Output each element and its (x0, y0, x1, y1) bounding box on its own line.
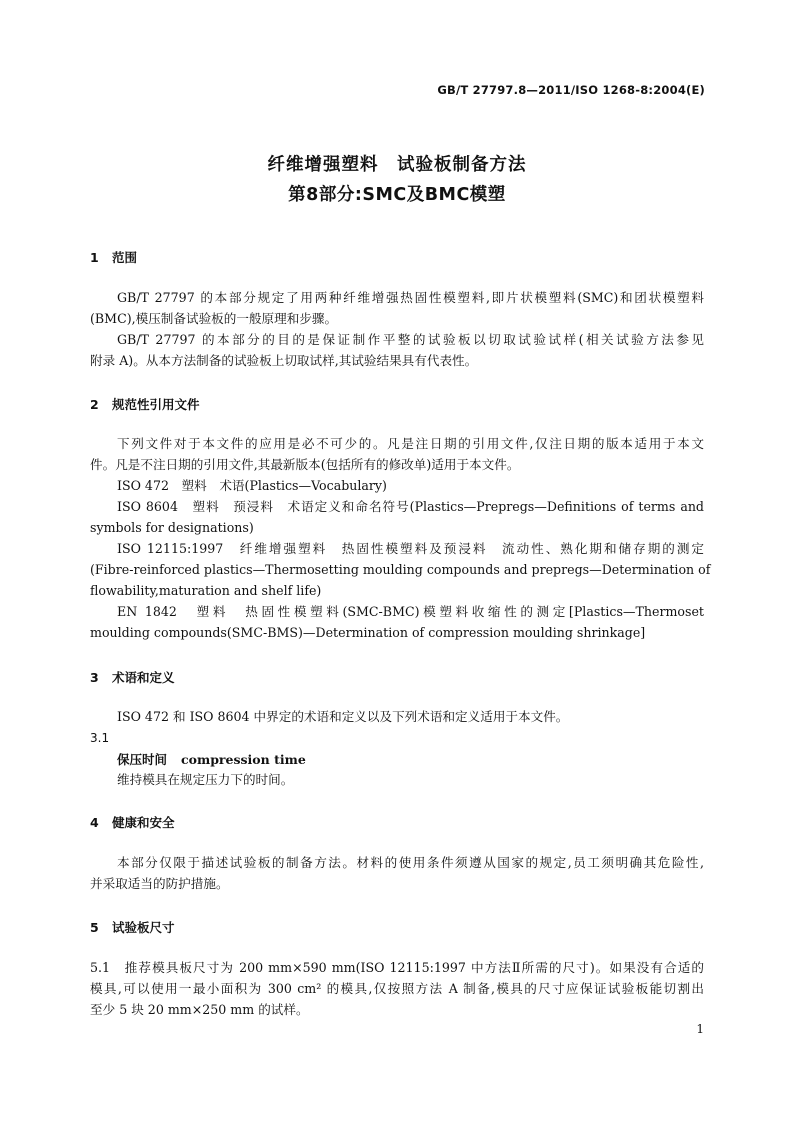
section-title: 试验板尺寸 (112, 920, 175, 935)
reference-item: ISO 472 塑料 术语(Plastics—Vocabulary) (117, 478, 387, 493)
paragraph-line: ISO 472 和 ISO 8604 中界定的术语和定义以及下列术语和定义适用于本文件。 (117, 709, 569, 724)
paragraph-line: (BMC),模压制备试验板的一般原理和步骤。 (90, 311, 338, 326)
reference-item-continued: moulding compounds(SMC-BMS)—Determination of compression moulding shrinkage] (90, 625, 646, 640)
reference-item-continued: flowability,maturation and shelf life) (90, 583, 322, 598)
reference-item-continued: (Fibre-reinforced plastics—Thermosetting moulding compounds and prepregs—Determination of (90, 562, 711, 577)
paragraph-line: 下列文件对于本文件的应用是必不可少的。凡是注日期的引用文件,仅注日期的版本适用于本文 (117, 436, 704, 451)
paragraph-line: GB/T 27797 的本部分规定了用两种纤维增强热固性模塑料,即片状模塑料(SMC)和团状模塑料 (117, 290, 704, 305)
section-title: 范围 (112, 250, 138, 265)
term-definition: 维持模具在规定压力下的时间。 (117, 772, 294, 787)
section-number: 1 (90, 250, 99, 265)
document-title: 纤维增强塑料 试验板制备方法 (267, 155, 527, 175)
reference-item: EN 1842 塑料 热固性模塑料(SMC-BMC)模塑料收缩性的测定[Plastics—Thermoset (117, 604, 704, 619)
clause-line: 模具,可以使用一最小面积为 300 cm² 的模具,仅按照方法 A 制备,模具的尺寸应保证试验板能切割出 (90, 981, 704, 996)
term-number: 3.1 (90, 731, 110, 745)
term-english: compression time (181, 752, 306, 767)
reference-item: ISO 12115:1997 纤维增强塑料 热固性模塑料及预浸料 流动性、熟化期和储存期的测定 (117, 541, 704, 556)
section-heading-scope (90, 248, 137, 266)
term-entry (117, 749, 306, 771)
page-number: 1 (696, 1022, 704, 1036)
section-number: 2 (90, 397, 99, 412)
section-title: 规范性引用文件 (112, 397, 200, 412)
section-title: 术语和定义 (112, 670, 175, 685)
reference-item: ISO 8604 塑料 预浸料 术语定义和命名符号(Plastics—Prepregs—Definitions of terms and (117, 499, 704, 514)
reference-item-continued: symbols for designations) (90, 520, 254, 535)
section-number: 5 (90, 920, 99, 935)
section-heading-panel-size (90, 918, 175, 936)
standard-code-header: GB/T 27797.8—2011/ISO 1268-8:2004(E) (437, 83, 705, 97)
section-title: 健康和安全 (112, 815, 175, 830)
section-number: 4 (90, 815, 99, 830)
section-heading-health-safety (90, 813, 175, 831)
paragraph-line: 并采取适当的防护措施。 (90, 876, 229, 891)
paragraph-line: 附录 A)。从本方法制备的试验板上切取试样,其试验结果具有代表性。 (90, 353, 478, 368)
term-chinese: 保压时间 (117, 752, 168, 767)
clause-line: 至少 5 块 20 mm×250 mm 的试样。 (90, 1002, 309, 1017)
section-number: 3 (90, 670, 99, 685)
section-heading-normative-references (90, 395, 200, 413)
paragraph-line: 件。凡是不注日期的引用文件,其最新版本(包括所有的修改单)适用于本文件。 (90, 457, 520, 472)
paragraph-line: 本部分仅限于描述试验板的制备方法。材料的使用条件须遵从国家的规定,员工须明确其危险性, (117, 855, 704, 870)
section-heading-terms (90, 668, 175, 686)
clause-line: 5.1 推荐模具板尺寸为 200 mm×590 mm(ISO 12115:1997 中方法Ⅱ所需的尺寸)。如果没有合适的 (90, 960, 704, 975)
paragraph-line: GB/T 27797 的本部分的目的是保证制作平整的试验板以切取试验试样(相关试验方法参见 (117, 332, 704, 347)
document-subtitle: 第8部分:SMC及BMC模塑 (288, 185, 506, 205)
